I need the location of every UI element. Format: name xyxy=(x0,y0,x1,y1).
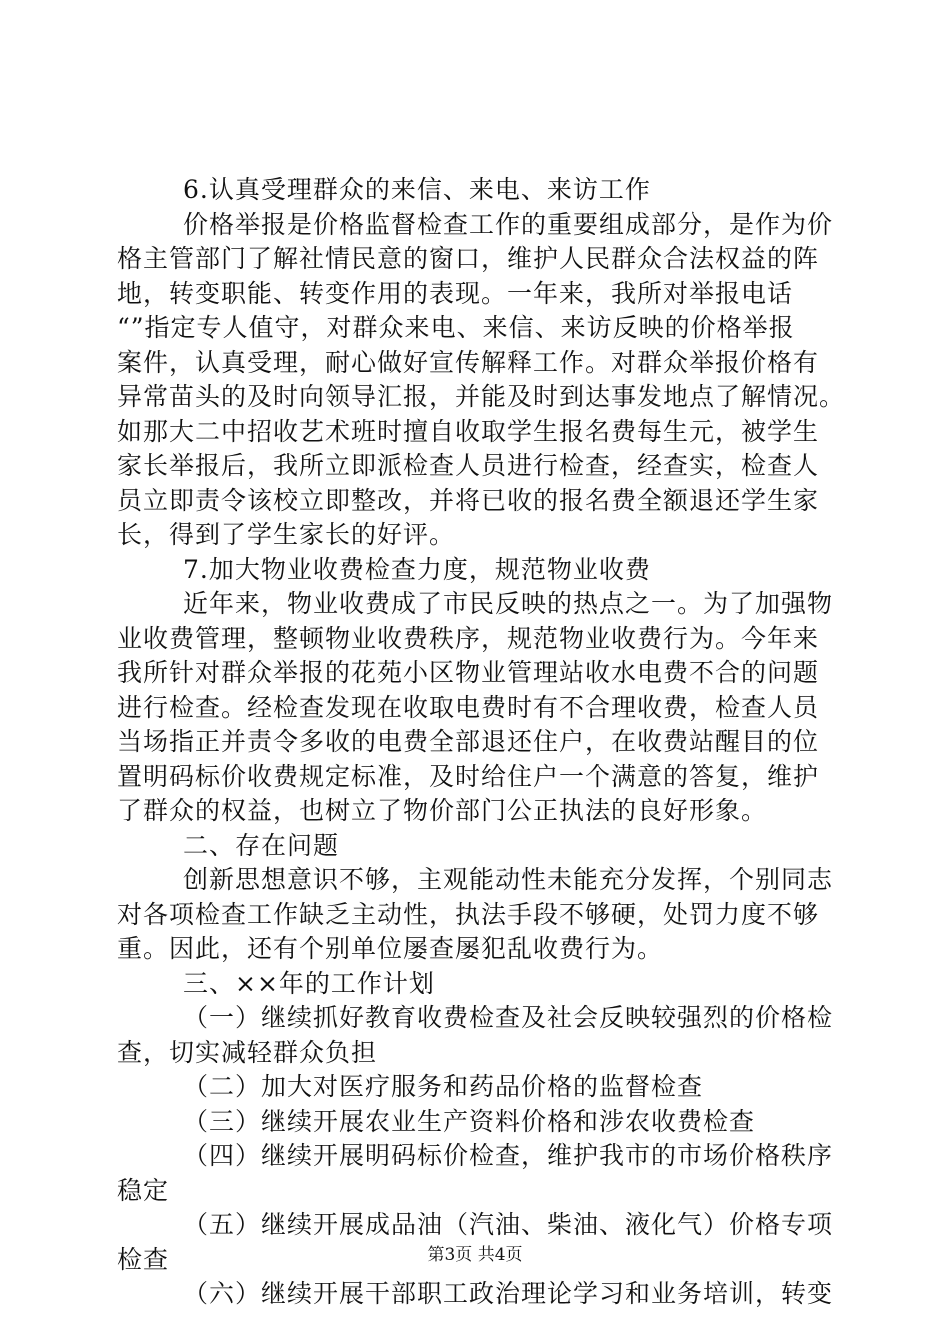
text-line: 异常苗头的及时向领导汇报，并能及时到达事发地点了解情况。 xyxy=(117,382,846,411)
text-line: 长，得到了学生家长的好评。 xyxy=(117,520,456,549)
text-line: 价格举报是价格监督检查工作的重要组成部分，是作为价 xyxy=(183,209,834,239)
text-line: 员立即责令该校立即整改，并将已收的报名费全额退还学生家 xyxy=(117,485,820,515)
text-line: 如那大二中招收艺术班时擅自收取学生报名费每生元，被学生 xyxy=(117,416,820,446)
text-line: 了群众的权益，也树立了物价部门公正执法的良好形象。 xyxy=(117,796,768,825)
text-line: （三）继续开展农业生产资料价格和涉农收费检查 xyxy=(183,1106,756,1136)
text-line: （一）继续抓好教育收费检查及社会反映较强烈的价格检 xyxy=(183,1003,834,1032)
text-line: （六）继续开展干部职工政治理论学习和业务培训，转变 xyxy=(183,1279,834,1308)
text-line: 重。因此，还有个别单位屡查屡犯乱收费行为。 xyxy=(117,934,664,963)
text-line: 创新思想意识不够，主观能动性未能充分发挥，个别同志 xyxy=(183,865,834,894)
document-body xyxy=(117,173,846,1312)
text-line: 近年来，物业收费成了市民反映的热点之一。为了加强物 xyxy=(183,589,834,618)
text-line: 对各项检查工作缺乏主动性，执法手段不够硬，处罚力度不够 xyxy=(117,899,820,929)
text-line: 业收费管理，整顿物业收费秩序，规范物业收费行为。今年来 xyxy=(117,623,820,653)
text-line: 二、存在问题 xyxy=(183,830,340,860)
text-line: （五）继续开展成品油（汽油、柴油、液化气）价格专项 xyxy=(183,1210,834,1239)
text-line: 家长举报后，我所立即派检查人员进行检查，经查实，检查人 xyxy=(117,451,820,480)
text-line: 三、××年的工作计划 xyxy=(183,968,435,998)
text-line: 格主管部门了解社情民意的窗口，维护人民群众合法权益的阵 xyxy=(117,244,820,273)
text-line: （四）继续开展明码标价检查，维护我市的市场价格秩序 xyxy=(183,1141,834,1170)
text-line: 进行检查。经检查发现在收取电费时有不合理收费，检查人员 xyxy=(117,692,820,722)
text-line: 检查 xyxy=(117,1244,170,1274)
page-footer: 第3页 共4页 xyxy=(427,1245,523,1265)
text-line: 地，转变职能、转变作用的表现。一年来，我所对举报电话 xyxy=(117,278,794,308)
text-line: 查，切实减轻群众负担 xyxy=(117,1037,378,1067)
text-line: 当场指正并责令多收的电费全部退还住户，在收费站醒目的位 xyxy=(117,727,820,756)
text-line: “”指定专人值守，对群众来电、来信、来访反映的价格举报 xyxy=(117,313,795,342)
text-line: 案件，认真受理，耐心做好宣传解释工作。对群众举报价格有 xyxy=(117,347,820,377)
text-line: 置明码标价收费规定标准，及时给住户一个满意的答复，维护 xyxy=(117,761,820,791)
text-line: 稳定 xyxy=(117,1175,170,1205)
text-line: 6.认真受理群众的来信、来电、来访工作 xyxy=(183,175,651,204)
text-line: 7.加大物业收费检查力度，规范物业收费 xyxy=(183,554,651,584)
text-line: 我所针对群众举报的花苑小区物业管理站收水电费不合的问题 xyxy=(117,658,820,687)
text-line: （二）加大对医疗服务和药品价格的监督检查 xyxy=(183,1072,704,1101)
